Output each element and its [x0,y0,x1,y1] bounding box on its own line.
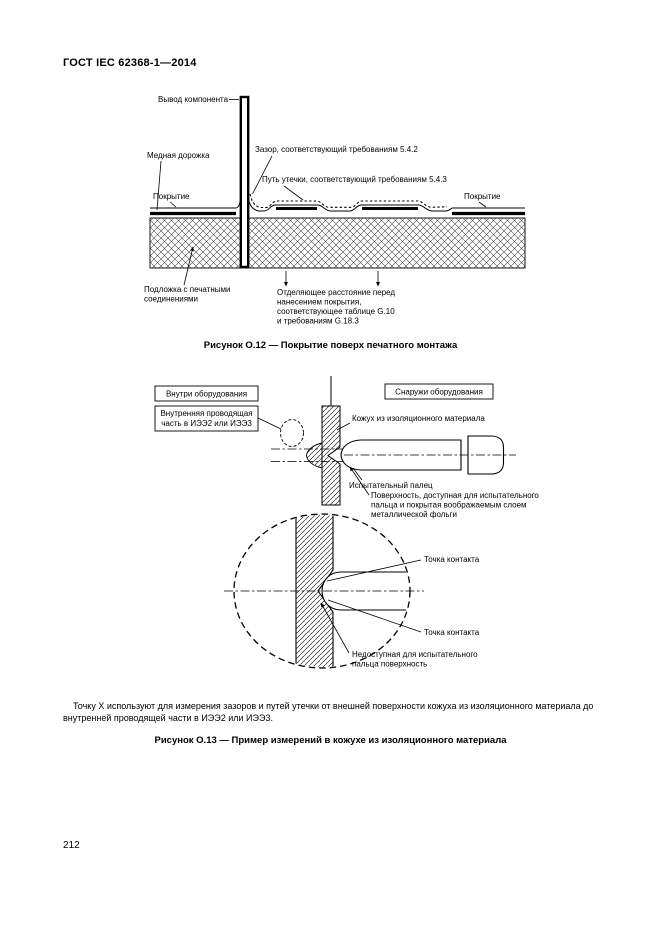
wall-section [322,406,340,505]
label-separation-3: соответствующее таблице G.10 [277,307,395,316]
label-enclosure: Кожух из изоляционного материала [352,414,485,423]
note-paragraph: Точку X используют для измерения зазоров и путей утечки от внешней поверхности кожуха из изоляционного материала до внутренней проводящей части в ИЭЭ2 или ИЭЭ3. [63,701,594,723]
figure-o13 [140,372,560,672]
detail-circle [224,514,424,668]
document-header: ГОСТ IEC 62368-1—2014 [63,57,197,69]
leader-copper-trace [157,161,161,210]
label-separation-2: нанесением покрытия, [277,297,362,307]
label-test-finger: Испытательный палец [349,481,433,490]
label-foil-surface-2: пальца и покрытая воображаемым слоем [371,500,527,510]
leader-coating-right [479,202,486,207]
enclosure-wall [322,376,340,505]
label-contact-point-bottom: Точка контакта [424,628,480,637]
label-separation-1: Отделяющее расстояние перед [277,288,396,297]
leader-creepage [284,186,303,200]
page-number: 212 [63,840,80,851]
label-copper-trace: Медная дорожка [147,151,210,160]
inner-conductive-part-outline [281,420,304,447]
component-lead [241,97,248,267]
figure-o12-caption: Рисунок О.12 — Покрытие поверх печатного монтажа [203,340,458,351]
leader-coating-left [170,202,176,207]
label-outside: Снаружи оборудования [395,387,483,397]
leader-inner-part [258,418,281,429]
fig12-dimension-arrows [286,271,378,286]
label-separation-4: и требованиям G.18.3 [277,316,359,326]
label-inner-part-2: часть в ИЭЭ2 или ИЭЭ3 [161,419,252,428]
figure-o12 [80,85,560,330]
label-creepage: Путь утечки, соответствующий требованиям 5.4.3 [262,175,447,184]
label-contact-point-top: Точка контакта [424,555,480,564]
label-clearance: Зазор, соответствующий требованиям 5.4.2 [255,145,418,154]
label-coating-left: Покрытие [153,192,190,201]
label-substrate-2: соединениями [144,294,199,304]
label-component-lead: Вывод компонента [158,95,229,104]
label-substrate-1: Подложка с печатными [144,285,231,294]
substrate [150,218,525,268]
label-inaccessible-2: пальца поверхность [352,659,428,669]
label-inner-part-1: Внутренняя проводящая [160,409,253,418]
label-inaccessible-1: Недоступная для испытательного [352,650,478,659]
label-foil-surface-1: Поверхность, доступная для испытательного [371,491,539,500]
inner-conductive-part [307,443,323,468]
label-foil-surface-3: металлической фольги [371,510,457,519]
label-inside: Внутри оборудования [165,389,248,399]
figure-o13-caption: Рисунок О.13 — Пример измерений в кожухе из изоляционного материала [154,735,507,746]
label-coating-right: Покрытие [464,192,501,201]
